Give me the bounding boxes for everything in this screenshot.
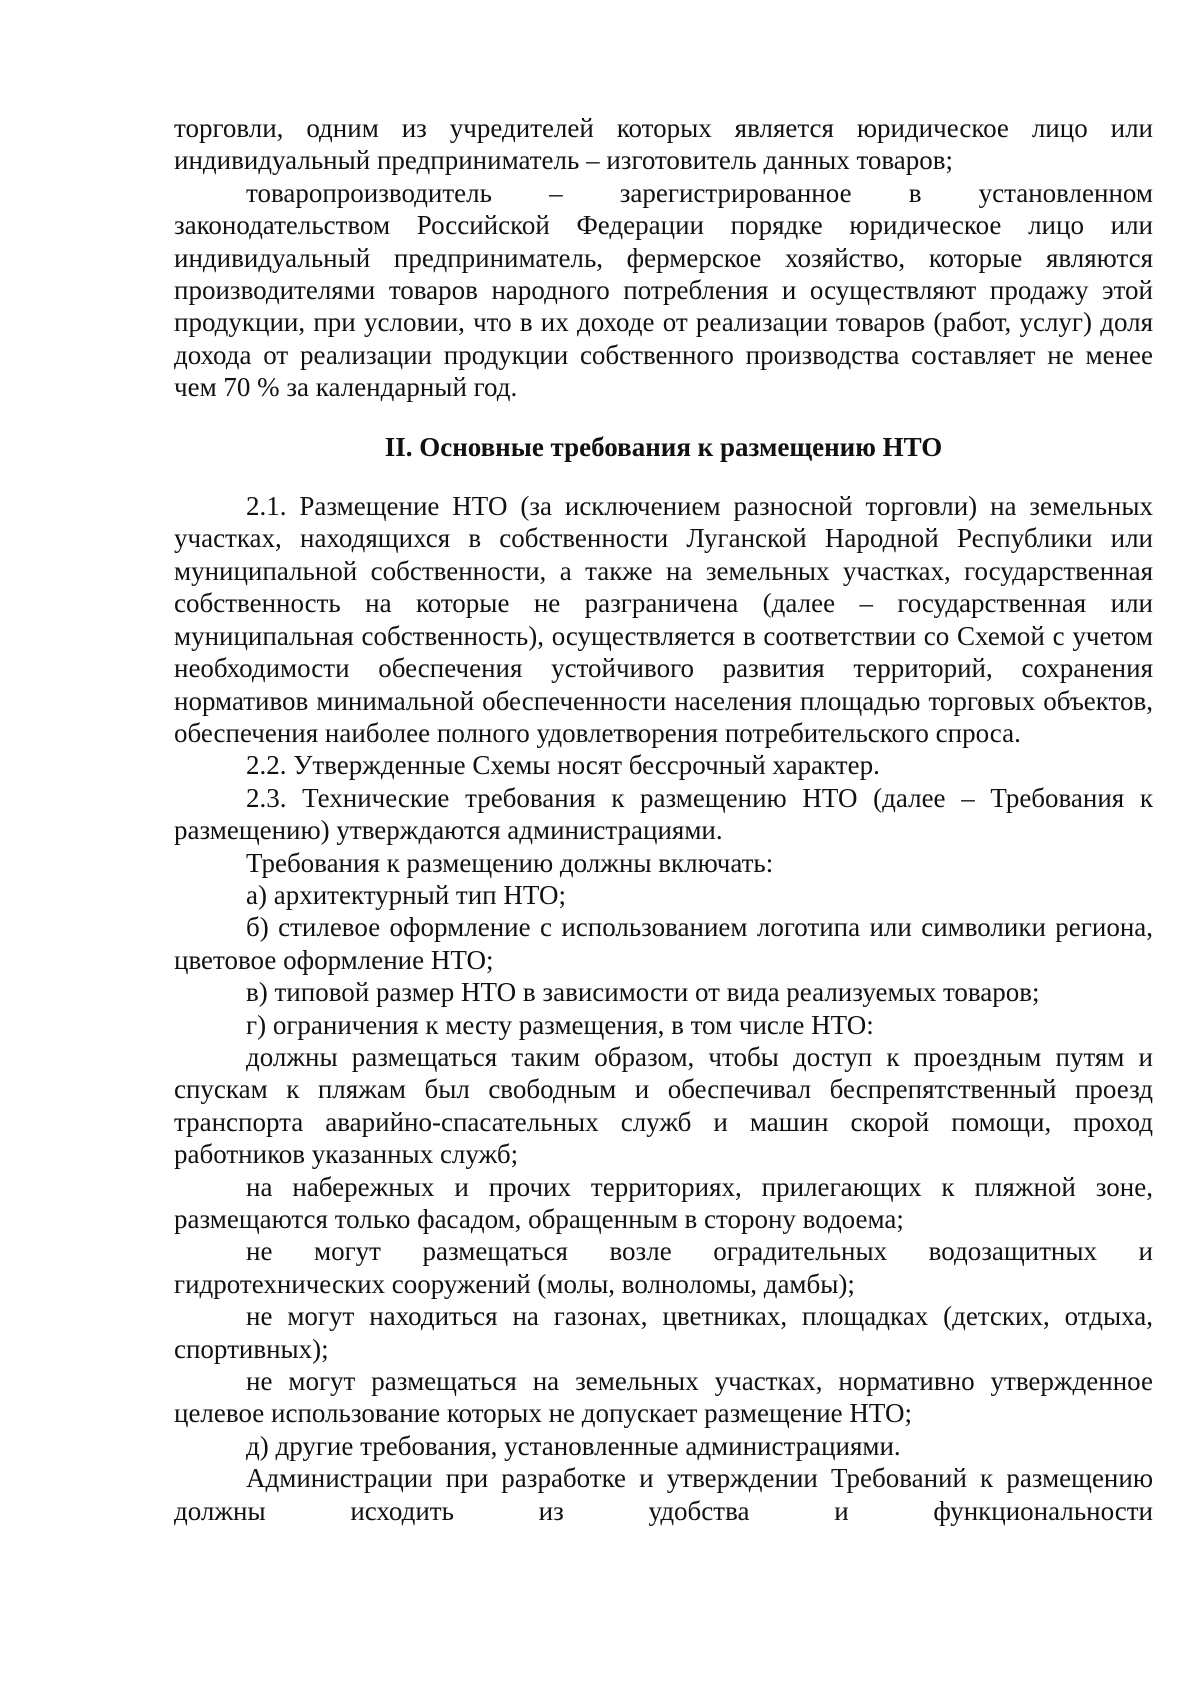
paragraph-administrations: Администрации при разработке и утверждении Требований к размещению должны исходить из удобства и функциональности [174,1463,1153,1526]
list-item-b: б) стилевое оформление с использованием логотипа или символики региона, цветовое оформление НТО; [174,912,1153,975]
restriction-access: должны размещаться таким образом, чтобы доступ к проездным путям и спускам к пляжам был свободным и обеспечивал беспрепятственный проезд транспорта аварийно-спасательных служб и машин скорой помощи, проход работников указанных служб; [174,1041,1153,1170]
section-heading: II. Основные требования к размещению НТО [384,431,943,462]
paragraph-trade-founders: торговли, одним из учредителей которых является юридическое лицо или индивидуальный предприниматель – изготовитель данных товаров; [174,113,1153,176]
list-item-g: г) ограничения к месту размещения, в том числе НТО: [246,1009,874,1040]
restriction-lawns: не могут находиться на газонах, цветниках, площадках (детских, отдыха, спортивных); [174,1301,1153,1364]
paragraph-2-3: 2.3. Технические требования к размещению НТО (далее – Требования к размещению) утверждаются администрациями. [174,782,1153,846]
list-item-a: а) архитектурный тип НТО; [246,879,567,910]
restriction-structures: не могут размещаться возле оградительных водозащитных и гидротехнических сооружений (молы, волноломы, дамбы); [174,1236,1153,1299]
list-item-v: в) типовой размер НТО в зависимости от вида реализуемых товаров; [246,977,1040,1008]
restriction-embankment: на набережных и прочих территориях, прилегающих к пляжной зоне, размещаются только фасадом, обращенным в сторону водоема; [174,1171,1153,1234]
paragraph-2-1: 2.1. Размещение НТО (за исключением разносной торговли) на земельных участках, находящихся в собственности Луганской Народной Республики или муниципальной собственности, а также на земельных участках, государственная собственность на которые не разграничена (далее – государственная или муниципальная собственность), осуществляется в соответствии со Схемой с учетом необходимости обеспечения устойчивого развития территорий, сохранения нормативов минимальной обеспеченности населения площадью торговых объектов, обеспечения наиболее полного удовлетворения потребительского спроса. [174,491,1153,748]
paragraph-2-2: 2.2. Утвержденные Схемы носят бессрочный характер. [246,750,880,781]
list-item-d: д) другие требования, установленные администрациями. [246,1430,901,1461]
restriction-land-use: не могут размещаться на земельных участках, нормативно утвержденное целевое использование которых не допускает размещение НТО; [174,1366,1153,1429]
paragraph-requirements-intro: Требования к размещению должны включать: [246,847,774,878]
paragraph-producer-definition: товаропроизводитель – зарегистрированное в установленном законодательством Российской Федерации порядке юридическое лицо или индивидуальный предприниматель, фермерское хозяйство, которые являются производителями товаров народного потребления и осуществляют продажу этой продукции, при условии, что в их доходе от реализации товаров (работ, услуг) доля дохода от реализации продукции собственного производства составляет не менее чем 70 % за календарный год. [174,177,1153,403]
document-body [174,112,1153,1527]
